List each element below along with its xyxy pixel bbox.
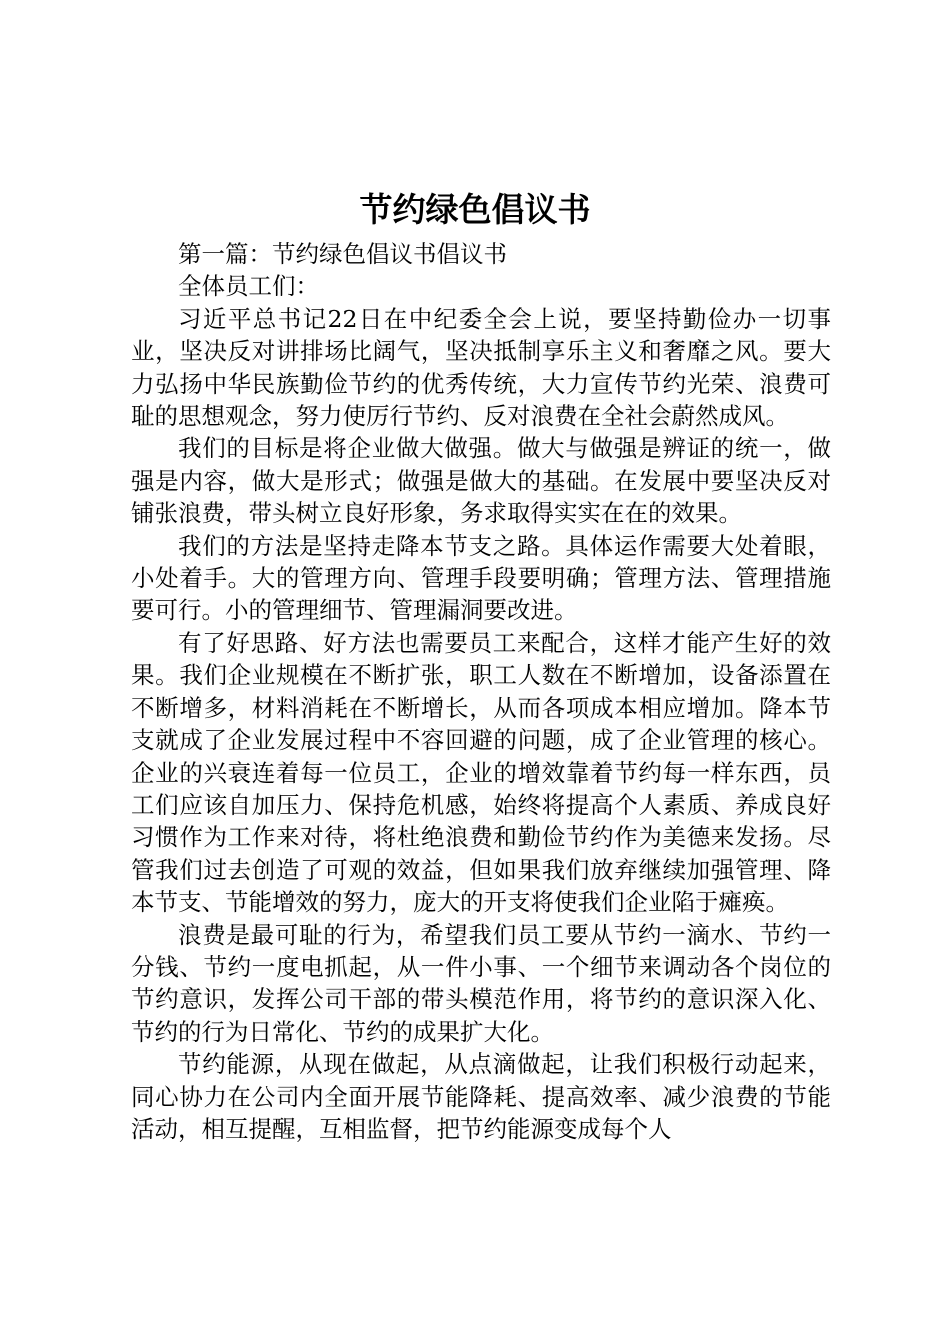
body-paragraph: 节约能源，从现在做起，从点滴做起，让我们积极行动起来，同心协力在公司内全面开展节能降耗、提高效率、减少浪费的节能活动，相互提醒，互相监督，把节约能源变成每个人	[131, 1050, 831, 1143]
section-heading: 第一篇：节约绿色倡议书倡议书	[178, 240, 507, 268]
body-paragraph: 有了好思路、好方法也需要员工来配合，这样才能产生好的效果。我们企业规模在不断扩张，职工人数在不断增加，设备添置在不断增多，材料消耗在不断增长，从而各项成本相应增加。降本节支就成了企业发展过程中不容回避的问题，成了企业管理的核心。企业的兴衰连着每一位员工，企业的增效靠着节约每一样东西，员工们应该自加压力、保持危机感，始终将提高个人素质、养成良好习惯作为工作来对待，将杜绝浪费和勤俭节约作为美德来发扬。尽管我们过去创造了可观的效益，但如果我们放弃继续加强管理、降本节支、节能增效的努力，庞大的开支将使我们企业陷于瘫痪。	[131, 628, 831, 917]
salutation: 全体员工们：	[178, 272, 319, 301]
body-paragraph: 习近平总书记22日在中纪委全会上说，要坚持勤俭办一切事业，坚决反对讲排场比阔气，坚决抵制享乐主义和奢靡之风。要大力弘扬中华民族勤俭节约的优秀传统，大力宣传节约光荣、浪费可耻的思想观念，努力使厉行节约、反对浪费在全社会蔚然成风。	[131, 304, 831, 431]
body-paragraph: 我们的方法是坚持走降本节支之路。具体运作需要大处着眼，小处着手。大的管理方向、管理手段要明确；管理方法、管理措施要可行。小的管理细节、管理漏洞要改进。	[131, 531, 831, 625]
document-body	[131, 238, 831, 1145]
document-title: 节约绿色倡议书	[359, 190, 591, 229]
body-paragraph: 浪费是最可耻的行为，希望我们员工要从节约一滴水、节约一分钱、节约一度电抓起，从一件小事、一个细节来调动各个岗位的节约意识，发挥公司干部的带头模范作用，将节约的意识深入化、节约的行为日常化、节约的成果扩大化。	[131, 920, 831, 1046]
body-paragraph: 我们的目标是将企业做大做强。做大与做强是辨证的统一，做强是内容，做大是形式；做强是做大的基础。在发展中要坚决反对铺张浪费，带头树立良好形象，务求取得实实在在的效果。	[131, 434, 831, 528]
